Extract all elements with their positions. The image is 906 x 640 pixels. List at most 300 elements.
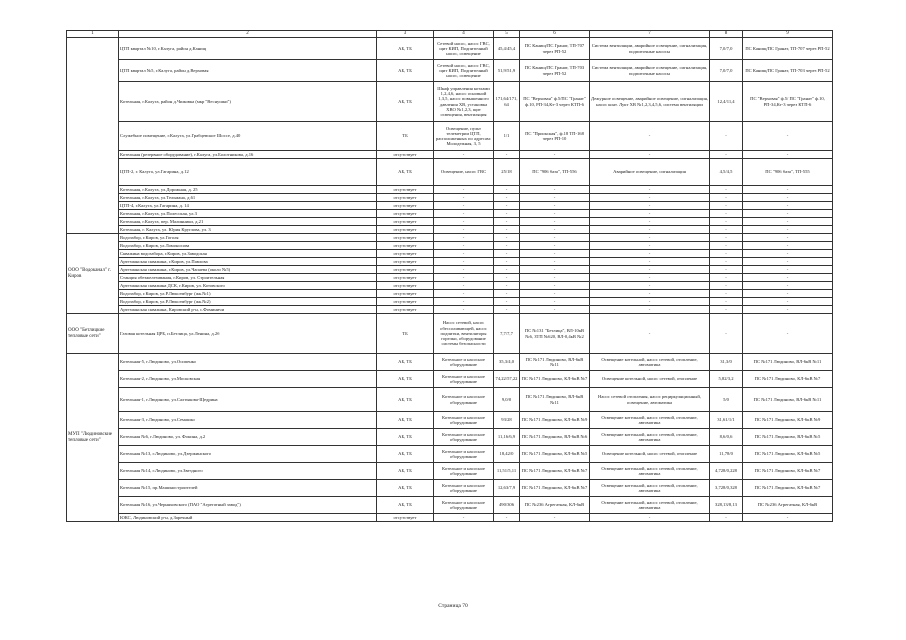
power-cell: - xyxy=(494,151,520,159)
table-row xyxy=(67,60,833,82)
category-cell: АБ, ТБ xyxy=(377,412,434,429)
category-cell: АБ, ТБ xyxy=(377,82,434,122)
emergency-source-cell: - xyxy=(743,202,833,210)
table-row xyxy=(67,234,833,242)
equipment-cell: - xyxy=(434,274,494,282)
category-cell: отсутствует xyxy=(377,298,434,306)
category-cell: АБ, ТБ xyxy=(377,497,434,514)
emergency-source-cell: ПС "Верховая" ф.5/ ПС "Гранат" ф.10, РП-34,Кт-3 через КТП-6 xyxy=(743,82,833,122)
equipment-cell: - xyxy=(434,234,494,242)
emergency-equipment-cell: Освещение котельной, насос сетевой, отопление, автоматика xyxy=(590,412,710,429)
power-cell: - xyxy=(494,258,520,266)
emergency-equipment-cell: - xyxy=(590,242,710,250)
emergency-source-cell: - xyxy=(743,266,833,274)
category-cell: АБ, ТБ xyxy=(377,446,434,463)
emergency-source-cell: - xyxy=(743,122,833,151)
emergency-power-cell: - xyxy=(710,122,743,151)
supply-source-cell: - xyxy=(520,218,590,226)
category-cell: АБ, ТБ xyxy=(377,38,434,60)
equipment-cell: Котельное и насосное оборудование xyxy=(434,412,494,429)
supply-source-cell: - xyxy=(520,274,590,282)
emergency-power-cell: 8,6/0,6 xyxy=(710,429,743,446)
table-row xyxy=(67,290,833,298)
emergency-power-cell: 12,4/11,4 xyxy=(710,82,743,122)
supply-source-cell: - xyxy=(520,306,590,314)
table-row xyxy=(67,82,833,122)
column-number-row xyxy=(67,31,833,38)
facility-name-cell: Станция обезжелезивания, г.Киров, ул. Строительная xyxy=(119,274,377,282)
emergency-equipment-cell: Освещение котельной, насос сетевой, отопление, автоматика xyxy=(590,497,710,514)
emergency-equipment-cell: Освещение котельной, насос сетевой, отопление xyxy=(590,371,710,388)
supply-source-cell: - xyxy=(520,282,590,290)
power-cell: 171,64/171,64 xyxy=(494,82,520,122)
equipment-cell: - xyxy=(434,266,494,274)
supply-source-cell: ПС №171 Людиново, КЛ-6кВ №5 xyxy=(520,446,590,463)
emergency-equipment-cell: - xyxy=(590,514,710,522)
emergency-equipment-cell: Дежурное освещение, аварийное освещение, сигнализация, насос конт. Лукт ХВ №1,2,3,4,5,6, система вентиляции xyxy=(590,82,710,122)
category-cell: отсутствует xyxy=(377,226,434,234)
emergency-power-cell: - xyxy=(710,242,743,250)
facility-name-cell: ЦТП квартал №10, г.Калуга, район д.Канищ xyxy=(119,38,377,60)
power-cell: - xyxy=(494,306,520,314)
power-cell: - xyxy=(494,514,520,522)
emergency-source-cell: - xyxy=(743,250,833,258)
equipment-cell: - xyxy=(434,186,494,194)
equipment-cell: - xyxy=(434,298,494,306)
equipment-cell: - xyxy=(434,218,494,226)
supply-source-cell: - xyxy=(520,234,590,242)
facility-name-cell: Котельная-2, г.Людиново, ул.Московская xyxy=(119,371,377,388)
table-row xyxy=(67,497,833,514)
emergency-equipment-cell: - xyxy=(590,282,710,290)
equipment-cell: Котельное и насосное оборудование xyxy=(434,497,494,514)
facility-name-cell: Котельная №16, ул.Черняховского (ПАО "Агрегатный завод") xyxy=(119,497,377,514)
facility-name-cell: Котельная №13, г.Людиново, ул.Дзержинского xyxy=(119,446,377,463)
emergency-power-cell: - xyxy=(710,218,743,226)
table-row xyxy=(67,388,833,412)
table-row xyxy=(67,354,833,371)
emergency-power-cell: - xyxy=(710,266,743,274)
power-cell: - xyxy=(494,250,520,258)
emergency-source-cell: ПС №171 Людиново, КЛ-6кВ №5 xyxy=(743,446,833,463)
supply-source-cell: ПС Канищ/ПС Гранат, ТП-707 через РП-52 xyxy=(520,38,590,60)
emergency-source-cell: - xyxy=(743,298,833,306)
supply-source-cell: - xyxy=(520,242,590,250)
category-cell: отсутствует xyxy=(377,242,434,250)
supply-source-cell: ПС Канищ/ПС Гранат, ТП-703 через РП-52 xyxy=(520,60,590,82)
emergency-equipment-cell: Насос сетевой отопления, насос рециркуляционный, освещение, автоматика xyxy=(590,388,710,412)
emergency-power-cell: - xyxy=(710,274,743,282)
emergency-power-cell: - xyxy=(710,151,743,159)
category-cell: отсутствует xyxy=(377,266,434,274)
category-cell: отсутствует xyxy=(377,282,434,290)
emergency-equipment-cell: - xyxy=(590,226,710,234)
category-cell: отсутствует xyxy=(377,290,434,298)
column-number-3: 3 xyxy=(377,31,434,38)
emergency-equipment-cell: - xyxy=(590,194,710,202)
equipment-cell: Котельное и насосное оборудование xyxy=(434,371,494,388)
emergency-source-cell: - xyxy=(743,514,833,522)
table-row xyxy=(67,412,833,429)
power-cell: 11,51/5,11 xyxy=(494,463,520,480)
power-cell: - xyxy=(494,202,520,210)
emergency-power-cell: - xyxy=(710,202,743,210)
category-cell: ТБ xyxy=(377,314,434,354)
facility-name-cell: Артезианская скважина, г.Киров, ул.Чапаева (около №5) xyxy=(119,266,377,274)
equipment-cell: Котельное и насосное оборудование xyxy=(434,388,494,412)
supply-source-cell: ПС №171 Людиново, КЛ-6кВ №7 xyxy=(520,480,590,497)
facility-name-cell: Водозабор, г.Киров, ул.Ломоносова xyxy=(119,242,377,250)
equipment-cell: Сетевой насос, насос ГВС, щит КИП, Подпиточный насос, освещение xyxy=(434,38,494,60)
equipment-cell: - xyxy=(434,258,494,266)
emergency-power-cell: - xyxy=(710,210,743,218)
emergency-power-cell: 11,78/0 xyxy=(710,446,743,463)
power-cell: - xyxy=(494,210,520,218)
emergency-source-cell: ПС "906 база", ТП-555 xyxy=(743,159,833,186)
emergency-equipment-cell: - xyxy=(590,290,710,298)
page-number: Страница 70 xyxy=(438,603,468,609)
equipment-cell: - xyxy=(434,514,494,522)
table-row xyxy=(67,282,833,290)
facility-name-cell: Котельная-1, г.Людиново, ул.Салтыкова-Щедрина xyxy=(119,388,377,412)
power-cell: 45,4/45,4 xyxy=(494,38,520,60)
supply-source-cell: - xyxy=(520,151,590,159)
equipment-cell: Котельное и насосное оборудование xyxy=(434,480,494,497)
equipment-cell: Шкаф управления котлами 1,2,4,6, насос основной 1,3,5, насос повышенного давления ХВ, установка ХВО №1,2,3, щит освещения, вентиляция xyxy=(434,82,494,122)
column-number-6: 6 xyxy=(520,31,590,38)
category-cell: отсутствует xyxy=(377,210,434,218)
equipment-cell: Котельное и насосное оборудование xyxy=(434,446,494,463)
emergency-power-cell: 4,728/0,228 xyxy=(710,463,743,480)
emergency-equipment-cell: - xyxy=(590,298,710,306)
emergency-equipment-cell: - xyxy=(590,258,710,266)
category-cell: отсутствует xyxy=(377,218,434,226)
emergency-equipment-cell: - xyxy=(590,250,710,258)
equipment-cell: Насос сетевой, насос обессоливающей, насос подпитки, вентиляторы горелки, оборудование системы безопасности xyxy=(434,314,494,354)
emergency-equipment-cell: - xyxy=(590,218,710,226)
power-cell: - xyxy=(494,226,520,234)
category-cell: АБ, ТБ xyxy=(377,371,434,388)
facility-name-cell: Котельная, г.Калуга, ул.Полесская, ул.3 xyxy=(119,210,377,218)
power-cell: - xyxy=(494,274,520,282)
equipment-cell: - xyxy=(434,226,494,234)
power-cell: 11,16/6,9 xyxy=(494,429,520,446)
power-cell: - xyxy=(494,242,520,250)
facility-name-cell: Котельная, г.Калуга, ул.Дорожная, д. 25 xyxy=(119,186,377,194)
emergency-power-cell: 3,728/0,328 xyxy=(710,480,743,497)
emergency-source-cell: - xyxy=(743,234,833,242)
emergency-power-cell: - xyxy=(710,250,743,258)
facility-name-cell: Котельная-5, г.Людиново, ул.Осипенко xyxy=(119,354,377,371)
emergency-source-cell: ПС №171 Людиново, ВЛ-6кВ №11 xyxy=(743,354,833,371)
category-cell: АБ, ТБ xyxy=(377,480,434,497)
equipment-cell: - xyxy=(434,282,494,290)
document-sheet xyxy=(66,30,832,522)
emergency-equipment-cell: - xyxy=(590,314,710,354)
equipment-cell: - xyxy=(434,306,494,314)
emergency-equipment-cell: Освещение котельной, насос сетевой, отопление, автоматика xyxy=(590,480,710,497)
facility-name-cell: Котельная-3, г.Людиново, ул.Семашко xyxy=(119,412,377,429)
category-cell: отсутствует xyxy=(377,234,434,242)
category-cell: АБ, ТБ xyxy=(377,463,434,480)
category-cell: АБ, ТБ xyxy=(377,429,434,446)
power-cell: 7,7/7,7 xyxy=(494,314,520,354)
supply-source-cell: ПС №171 Людиново, КЛ-6кВ №7 xyxy=(520,463,590,480)
table-row xyxy=(67,159,833,186)
emergency-equipment-cell: Освещение котельной, насос сетевой, отопление, автоматика xyxy=(590,463,710,480)
category-cell: отсутствует xyxy=(377,250,434,258)
emergency-equipment-cell: Аварийное освещение, сигнализация xyxy=(590,159,710,186)
facility-name-cell: Скважина водозабора, г.Киров, ул.Заводская xyxy=(119,250,377,258)
facility-name-cell: Котельная (резервное оборудование), г.Калуга, ул.Болотникова, д.16 xyxy=(119,151,377,159)
table-row xyxy=(67,242,833,250)
table-row xyxy=(67,274,833,282)
facility-name-cell: ЦТП-4, г.Калуга, ул.Гагарина, д. 14 xyxy=(119,202,377,210)
emergency-power-cell: - xyxy=(710,234,743,242)
emergency-power-cell: - xyxy=(710,298,743,306)
emergency-power-cell: - xyxy=(710,258,743,266)
emergency-power-cell: 4,5/4,5 xyxy=(710,159,743,186)
category-cell: отсутствует xyxy=(377,514,434,522)
emergency-source-cell: - xyxy=(743,218,833,226)
facility-name-cell: Котельная №6, г.Людиново, ул. Фокина, д.2 xyxy=(119,429,377,446)
category-cell: АБ, ТБ xyxy=(377,60,434,82)
column-number-1: 1 xyxy=(67,31,119,38)
supply-source-cell: - xyxy=(520,298,590,306)
supply-source-cell: - xyxy=(520,194,590,202)
emergency-source-cell: - xyxy=(743,314,833,354)
table-row xyxy=(67,298,833,306)
emergency-source-cell: ПС №236 Агрегатная, КЛ-6кВ xyxy=(743,497,833,514)
facility-name-cell: Котельная, г. Калуга, ул. Юрия Круглова, ул. 3 xyxy=(119,226,377,234)
emergency-source-cell: ПС Канищ/ПС Гранат, ТП-703 через РП-52 xyxy=(743,60,833,82)
column-number-9: 9 xyxy=(743,31,833,38)
table-row xyxy=(67,210,833,218)
supply-source-cell: - xyxy=(520,202,590,210)
emergency-equipment-cell: - xyxy=(590,234,710,242)
emergency-equipment-cell: Освещение котельной, насос сетевой, отопление, автоматика xyxy=(590,429,710,446)
facility-name-cell: Котельная №14, г.Людиново, ул.Звездного xyxy=(119,463,377,480)
table-row xyxy=(67,446,833,463)
table-row xyxy=(67,371,833,388)
facility-name-cell: Котельная, г.Калуга, ул.Тельмана, д.61 xyxy=(119,194,377,202)
category-cell: отсутствует xyxy=(377,151,434,159)
emergency-power-cell: - xyxy=(710,186,743,194)
table-row xyxy=(67,218,833,226)
supply-source-cell: - xyxy=(520,250,590,258)
emergency-source-cell: - xyxy=(743,194,833,202)
category-cell: ТБ xyxy=(377,122,434,151)
column-number-4: 4 xyxy=(434,31,494,38)
table-row xyxy=(67,202,833,210)
emergency-source-cell: - xyxy=(743,290,833,298)
emergency-equipment-cell: - xyxy=(590,266,710,274)
table-row xyxy=(67,306,833,314)
emergency-source-cell: ПС №171 Людиново, ВЛ-6кВ №5 xyxy=(743,429,833,446)
facility-name-cell: Котельная №15, пр.Машиностроителей xyxy=(119,480,377,497)
power-cell: - xyxy=(494,186,520,194)
emergency-power-cell: 5/0 xyxy=(710,388,743,412)
power-cell: 1/1 xyxy=(494,122,520,151)
table-row xyxy=(67,480,833,497)
power-cell: - xyxy=(494,266,520,274)
emergency-equipment-cell: - xyxy=(590,151,710,159)
emergency-power-cell: - xyxy=(710,290,743,298)
supply-source-cell: - xyxy=(520,210,590,218)
supply-source-cell: ПС №171 Людиново, ВЛ-6кВ №11 xyxy=(520,354,590,371)
equipment-cell: Котельное и насосное оборудование xyxy=(434,429,494,446)
column-number-2: 2 xyxy=(119,31,377,38)
power-cell: 9,0/0 xyxy=(494,388,520,412)
equipment-cell: - xyxy=(434,250,494,258)
equipment-cell: Сетевой насос, насос ГВС, щит КИП, Подпиточный насос, освещение xyxy=(434,60,494,82)
facility-name-cell: ЮКС, Людиновский р-н, д.Заречный xyxy=(119,514,377,522)
emergency-source-cell: ПС №171 Людиново, КЛ-6кВ №9 xyxy=(743,412,833,429)
emergency-source-cell: - xyxy=(743,151,833,159)
supply-source-cell: ПС "906 база", ТП-556 xyxy=(520,159,590,186)
emergency-power-cell: - xyxy=(710,226,743,234)
emergency-source-cell: ПС №171 Людиново, КЛ-6кВ №7 xyxy=(743,480,833,497)
table-row xyxy=(67,463,833,480)
power-cell: 93/28 xyxy=(494,412,520,429)
facility-name-cell: Служебное помещение, г.Калуга, ул.Грабцевское Шоссе, д.40 xyxy=(119,122,377,151)
facility-name-cell: Котельная, г.Калуга, район д.Чижовка (мкр "Веснушки") xyxy=(119,82,377,122)
facility-name-cell: Артезианская скважина, г.Киров, ул.Павлова xyxy=(119,258,377,266)
emergency-equipment-cell: - xyxy=(590,122,710,151)
supply-source-cell: - xyxy=(520,258,590,266)
supply-source-cell: - xyxy=(520,290,590,298)
emergency-power-cell: 31,3/0 xyxy=(710,354,743,371)
table-row xyxy=(67,122,833,151)
category-cell: отсутствует xyxy=(377,306,434,314)
category-cell: отсутствует xyxy=(377,202,434,210)
table-row xyxy=(67,226,833,234)
equipment-cell: - xyxy=(434,202,494,210)
supply-source-cell: ПС №171 Людиново, КЛ-6кВ №7 xyxy=(520,371,590,388)
emergency-source-cell: - xyxy=(743,282,833,290)
table-row xyxy=(67,266,833,274)
facility-name-cell: ЦТП квартал №5, г.Калуга, район д.Верховая xyxy=(119,60,377,82)
organization-cell: ООО "Водоканал" г. Киров xyxy=(67,234,119,314)
emergency-source-cell: - xyxy=(743,186,833,194)
power-cell: 12,63/7,9 xyxy=(494,480,520,497)
emergency-source-cell: - xyxy=(743,306,833,314)
organization-cell: ООО "Бетлицкие тепловые сети" xyxy=(67,314,119,354)
data-table xyxy=(66,30,833,522)
emergency-power-cell: - xyxy=(710,194,743,202)
supply-source-cell: ПС "Приокская", ф.18 ТП-168 через РП-10 xyxy=(520,122,590,151)
supply-source-cell: ПС №171 Людиново, ВЛ-6кВ №11 xyxy=(520,388,590,412)
organization-cell: МУП "Людиновские тепловые сети" xyxy=(67,354,119,522)
emergency-source-cell: - xyxy=(743,226,833,234)
table-row xyxy=(67,250,833,258)
emergency-power-cell: 328,13/8,13 xyxy=(710,497,743,514)
equipment-cell: Освещение, насос ГВС xyxy=(434,159,494,186)
emergency-source-cell: - xyxy=(743,242,833,250)
emergency-equipment-cell: Освещение котельной, насос сетевой, отопление, автоматика xyxy=(590,354,710,371)
category-cell: АБ, ТБ xyxy=(377,354,434,371)
category-cell: отсутствует xyxy=(377,274,434,282)
power-cell: - xyxy=(494,298,520,306)
category-cell: АБ, ТБ xyxy=(377,159,434,186)
emergency-equipment-cell: Система вентиляции, аварийное освещение, сигнализация, подпиточные насосы xyxy=(590,38,710,60)
emergency-equipment-cell: Система вентиляции, аварийное освещение, сигнализация, подпиточные насосы xyxy=(590,60,710,82)
supply-source-cell: - xyxy=(520,226,590,234)
power-cell: 51,9/51,9 xyxy=(494,60,520,82)
facility-name-cell: Артезианская скважина, Кировский р-н, с.Фоминичи xyxy=(119,306,377,314)
emergency-equipment-cell: - xyxy=(590,202,710,210)
supply-source-cell: ПС №171 Людиново, КЛ-6кВ №9 xyxy=(520,412,590,429)
power-cell: 74,22/57,22 xyxy=(494,371,520,388)
equipment-cell: - xyxy=(434,242,494,250)
table-body xyxy=(67,38,833,522)
equipment-cell: - xyxy=(434,151,494,159)
table-row xyxy=(67,186,833,194)
power-cell: 490/306 xyxy=(494,497,520,514)
facility-name-cell: Водозабор, г.Киров, ул.Гоголя xyxy=(119,234,377,242)
emergency-source-cell: - xyxy=(743,274,833,282)
supply-source-cell: - xyxy=(520,266,590,274)
emergency-power-cell: 31,61/1/1 xyxy=(710,412,743,429)
category-cell: отсутствует xyxy=(377,258,434,266)
power-cell: 35,3/4,0 xyxy=(494,354,520,371)
table-row xyxy=(67,258,833,266)
table-row xyxy=(67,151,833,159)
table-row xyxy=(67,314,833,354)
power-cell: 25/18 xyxy=(494,159,520,186)
equipment-cell: - xyxy=(434,210,494,218)
emergency-equipment-cell: - xyxy=(590,186,710,194)
emergency-source-cell: ПС Канищ/ПС Гранат, ТП-707 через РП-52 xyxy=(743,38,833,60)
emergency-source-cell: ПС №171 Людиново, КЛ-6кВ №7 xyxy=(743,371,833,388)
facility-name-cell: Котельная, г.Калуга, пер. Малинники, д.21 xyxy=(119,218,377,226)
emergency-power-cell: 5,82/3,2 xyxy=(710,371,743,388)
supply-source-cell: ПС №236 Агрегатная, КЛ-6кВ xyxy=(520,497,590,514)
column-number-5: 5 xyxy=(494,31,520,38)
table-row xyxy=(67,194,833,202)
power-cell: 18,42/0 xyxy=(494,446,520,463)
facility-name-cell: ЦТП-2, г. Калуга, ул.Гагарина, д.12 xyxy=(119,159,377,186)
emergency-source-cell: - xyxy=(743,210,833,218)
emergency-equipment-cell: - xyxy=(590,306,710,314)
supply-source-cell: ПС №171 Людиново, ВЛ-6кВ №6 xyxy=(520,429,590,446)
column-number-7: 7 xyxy=(590,31,710,38)
equipment-cell: Котельное и насосное оборудование xyxy=(434,463,494,480)
table-row xyxy=(67,514,833,522)
power-cell: - xyxy=(494,290,520,298)
supply-source-cell: ПС "Верховая" ф.5/ПС "Гранат" ф.10, РП-34,Кт-3 через КТП-6 xyxy=(520,82,590,122)
supply-source-cell: - xyxy=(520,186,590,194)
supply-source-cell: - xyxy=(520,514,590,522)
emergency-power-cell: - xyxy=(710,514,743,522)
equipment-cell: Котельное и насосное оборудование xyxy=(434,354,494,371)
power-cell: - xyxy=(494,234,520,242)
supply-source-cell: ПС №131 "Бетлица", ВЛ-10кВ №6, ЗТП №620, ВЛ-0,4кВ №2 xyxy=(520,314,590,354)
facility-name-cell: Газовая котельная ЦРБ, п.Бетлица, ул.Ленина, д.2б xyxy=(119,314,377,354)
category-cell: АБ, ТБ xyxy=(377,388,434,412)
emergency-source-cell: ПС №171 Людиново, КЛ-6кВ №7 xyxy=(743,463,833,480)
emergency-power-cell: - xyxy=(710,314,743,354)
power-cell: - xyxy=(494,218,520,226)
emergency-equipment-cell: - xyxy=(590,210,710,218)
facility-name-cell: Водозабор, г.Киров, ул.Р.Люксембург (жк.№1) xyxy=(119,290,377,298)
emergency-source-cell: ПС №171 Людиново, ВЛ-6кВ №11 xyxy=(743,388,833,412)
emergency-source-cell: - xyxy=(743,258,833,266)
power-cell: - xyxy=(494,282,520,290)
emergency-power-cell: - xyxy=(710,306,743,314)
organization-cell xyxy=(67,38,119,234)
emergency-power-cell: 7,0/7,0 xyxy=(710,60,743,82)
